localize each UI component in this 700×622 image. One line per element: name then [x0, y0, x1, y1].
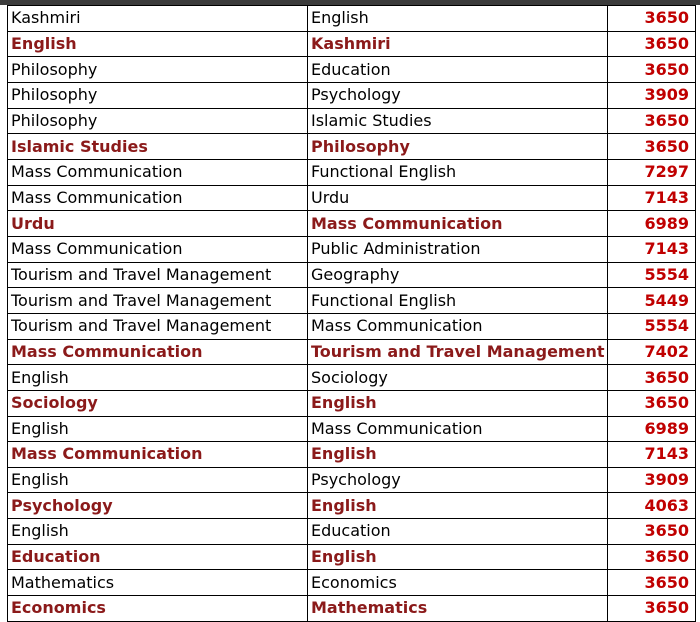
table-row: [8, 442, 696, 468]
subject-second-cell: Philosophy: [308, 134, 608, 160]
value-cell: 6989: [608, 416, 696, 442]
value-cell: 3650: [608, 57, 696, 83]
subject-second-cell: Mathematics: [308, 596, 608, 622]
subject-second-cell: Kashmiri: [308, 31, 608, 57]
subject-first-cell: Mass Communication: [8, 442, 308, 468]
subject-first-cell: Kashmiri: [8, 6, 308, 32]
table-row: [8, 185, 696, 211]
subject-second-cell: English: [308, 390, 608, 416]
table-row: [8, 365, 696, 391]
table-row: [8, 544, 696, 570]
subject-first-cell: Education: [8, 544, 308, 570]
subject-first-cell: Mathematics: [8, 570, 308, 596]
value-cell: 5554: [608, 262, 696, 288]
subject-first-cell: Urdu: [8, 211, 308, 237]
value-cell: 7143: [608, 185, 696, 211]
subject-first-cell: English: [8, 31, 308, 57]
table-row: [8, 31, 696, 57]
table-row: [8, 467, 696, 493]
subject-second-cell: Functional English: [308, 288, 608, 314]
subject-first-cell: English: [8, 467, 308, 493]
value-cell: 3650: [608, 570, 696, 596]
subject-first-cell: Sociology: [8, 390, 308, 416]
subject-first-cell: Philosophy: [8, 57, 308, 83]
value-cell: 7143: [608, 442, 696, 468]
subject-second-cell: Education: [308, 57, 608, 83]
value-cell: 3650: [608, 596, 696, 622]
subject-first-cell: Tourism and Travel Management: [8, 313, 308, 339]
subject-second-cell: English: [308, 442, 608, 468]
subject-first-cell: Mass Communication: [8, 159, 308, 185]
value-cell: 5449: [608, 288, 696, 314]
value-cell: 3650: [608, 31, 696, 57]
table-row: [8, 493, 696, 519]
subject-second-cell: Mass Communication: [308, 211, 608, 237]
subject-second-cell: Sociology: [308, 365, 608, 391]
subject-first-cell: Economics: [8, 596, 308, 622]
value-cell: 4063: [608, 493, 696, 519]
subject-first-cell: Tourism and Travel Management: [8, 288, 308, 314]
table-row: [8, 519, 696, 545]
value-cell: 3650: [608, 519, 696, 545]
subject-first-cell: Mass Communication: [8, 185, 308, 211]
value-cell: 3650: [608, 6, 696, 32]
value-cell: 3650: [608, 108, 696, 134]
table-body: [8, 6, 696, 622]
value-cell: 3650: [608, 390, 696, 416]
table-row: [8, 339, 696, 365]
table-row: [8, 134, 696, 160]
table-row: [8, 313, 696, 339]
table-row: [8, 262, 696, 288]
table-row: [8, 288, 696, 314]
subject-second-cell: Psychology: [308, 82, 608, 108]
value-cell: 7402: [608, 339, 696, 365]
subject-second-cell: English: [308, 6, 608, 32]
table-row: [8, 211, 696, 237]
value-cell: 3909: [608, 82, 696, 108]
subject-first-cell: English: [8, 519, 308, 545]
value-cell: 3650: [608, 365, 696, 391]
value-cell: 3650: [608, 544, 696, 570]
subject-second-cell: Mass Communication: [308, 313, 608, 339]
subject-second-cell: Mass Communication: [308, 416, 608, 442]
subject-second-cell: Islamic Studies: [308, 108, 608, 134]
value-cell: 7143: [608, 236, 696, 262]
subject-first-cell: Philosophy: [8, 108, 308, 134]
subject-first-cell: English: [8, 365, 308, 391]
subject-second-cell: Geography: [308, 262, 608, 288]
value-cell: 6989: [608, 211, 696, 237]
subject-second-cell: Functional English: [308, 159, 608, 185]
table-row: [8, 390, 696, 416]
table-row: [8, 6, 696, 32]
subject-combination-table: [7, 5, 696, 622]
value-cell: 5554: [608, 313, 696, 339]
subject-second-cell: Urdu: [308, 185, 608, 211]
table-row: [8, 82, 696, 108]
table-row: [8, 416, 696, 442]
value-cell: 3650: [608, 134, 696, 160]
subject-first-cell: Psychology: [8, 493, 308, 519]
table-row: [8, 570, 696, 596]
subject-second-cell: English: [308, 544, 608, 570]
subject-second-cell: Psychology: [308, 467, 608, 493]
table-row: [8, 57, 696, 83]
value-cell: 3909: [608, 467, 696, 493]
subject-second-cell: Education: [308, 519, 608, 545]
subject-first-cell: Philosophy: [8, 82, 308, 108]
subject-second-cell: Tourism and Travel Management: [308, 339, 608, 365]
subject-second-cell: English: [308, 493, 608, 519]
subject-first-cell: Mass Communication: [8, 339, 308, 365]
subject-first-cell: Tourism and Travel Management: [8, 262, 308, 288]
subject-first-cell: English: [8, 416, 308, 442]
table-row: [8, 236, 696, 262]
subject-first-cell: Mass Communication: [8, 236, 308, 262]
table-row: [8, 108, 696, 134]
subject-second-cell: Economics: [308, 570, 608, 596]
subject-first-cell: Islamic Studies: [8, 134, 308, 160]
table-row: [8, 596, 696, 622]
table-row: [8, 159, 696, 185]
value-cell: 7297: [608, 159, 696, 185]
subject-second-cell: Public Administration: [308, 236, 608, 262]
